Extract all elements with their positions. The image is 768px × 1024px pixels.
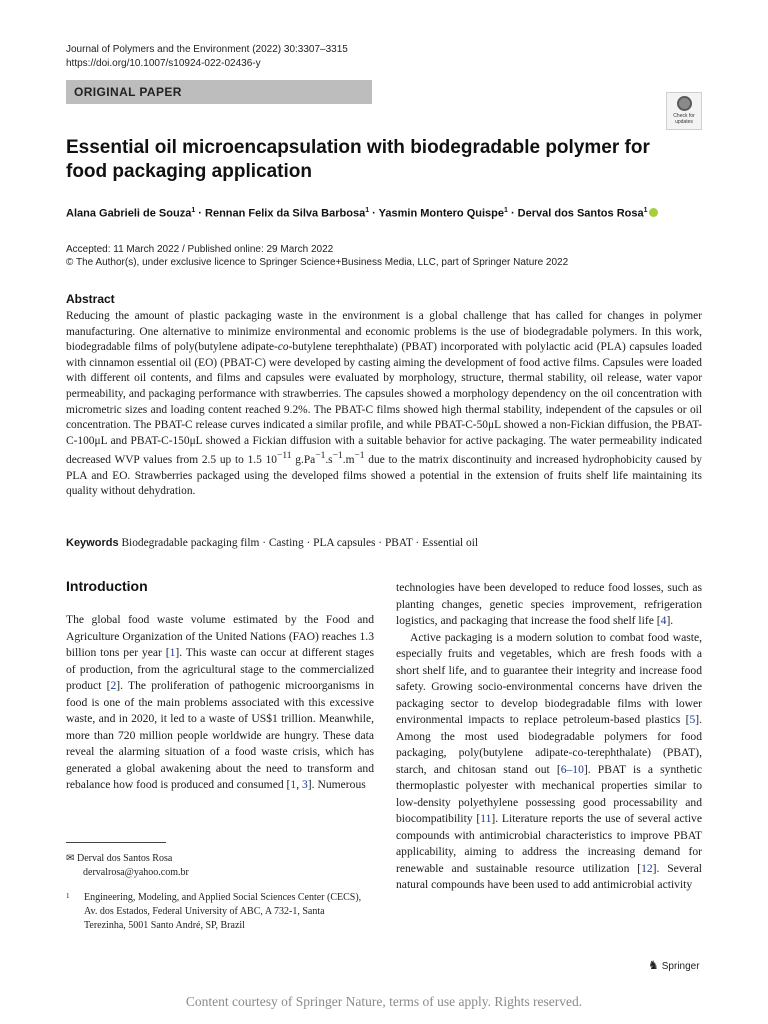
- publisher-name: Springer: [661, 961, 700, 972]
- copyright-line: © The Author(s), under exclusive licence to Springer Science+Business Media, LLC, part of Springer Nature 2022: [66, 257, 569, 268]
- check-for-updates-badge[interactable]: [666, 92, 702, 130]
- abstract-text: Reducing the amount of plastic packaging waste in the environment is a global challenge that has called for changes in polymer manufacturing. One alternative to minimize environmental and economic problems is the use of biodegradable polymers. In this work, biodegradable films of poly(butylene adipate-: [66, 310, 702, 354]
- author-name[interactable]: Derval dos Santos Rosa: [517, 207, 644, 220]
- springer-horse-icon: ♞: [648, 958, 659, 972]
- abstract-superscript: −1: [315, 451, 326, 462]
- affiliation-number: 1: [66, 892, 70, 900]
- abstract-heading: Abstract: [66, 292, 115, 306]
- abstract-body: [66, 309, 702, 500]
- abstract-text: g.Pa: [291, 454, 316, 467]
- abstract-text: .m: [342, 454, 355, 467]
- author-affiliation: 1: [365, 207, 370, 214]
- intro-paragraph: The global food waste volume estimated by the Food and Agriculture Organization of the United Nations (FAO) reaches 1.3 billion tons per year [1]. This waste can occur at different stages of production, from the agricultural stage to the commercialized product [2]. The proliferation of pathogenic microorganisms in food is one of the main problems associated with this excessive waste, and in 2020, it led to a waste of US$1 trillion. Meanwhile, more than 720 million people worldwide are hungry. These data reveal the alarming situation of a food waste crisis, which has generated a global awakening about the need to transform and rebalance how food is produced and consumed [1, 3]. Numerous: [66, 613, 374, 791]
- citation-link[interactable]: 6–10: [560, 762, 584, 776]
- orcid-icon[interactable]: [649, 208, 658, 217]
- keywords-label: Keywords: [66, 537, 119, 549]
- author-list: Alana Gabrieli de Souza$^1$ · Rennan Felix da Silva Barbosa$^1$ · Yasmin Montero Quispe$^1$ · Derval dos Santos Rosa$^1$: [66, 203, 716, 222]
- contact-name: Derval dos Santos Rosa: [77, 853, 173, 864]
- journal-header: [66, 43, 348, 71]
- citation-link[interactable]: 4: [660, 614, 667, 627]
- section-label: ORIGINAL PAPER: [66, 80, 372, 104]
- abstract-superscript: −11: [277, 451, 292, 462]
- author-name[interactable]: Yasmin Montero Quispe: [378, 207, 504, 220]
- keywords-text: Biodegradable packaging film · Casting · PLA capsules · PBAT · Essential oil: [121, 537, 479, 549]
- abstract-superscript: −1: [354, 451, 365, 462]
- author-name[interactable]: Rennan Felix da Silva Barbosa: [205, 207, 366, 220]
- courtesy-footer: Content courtesy of Springer Nature, terms of use apply. Rights reserved.: [185, 994, 583, 1009]
- check-for-updates-icon: [677, 96, 692, 111]
- abstract-text: due to the matrix discontinuity and increased hydrophobicity caused by PLA and EO. Strawberries packaged using the developed films showed a potential in the extension of fruits shelf life maintaining its quality without dehydration.: [66, 454, 702, 498]
- affiliation-text: Engineering, Modeling, and Applied Social Sciences Center (CECS), Av. dos Estados, Federal University of ABC, A 732-1, Santa Terezinha, 5001 Santo André, SP, Brazil: [84, 892, 362, 931]
- corresponding-author: [66, 852, 189, 880]
- citation-link[interactable]: 11: [480, 812, 492, 825]
- citation-link[interactable]: 1: [169, 646, 176, 659]
- affiliation-footnote: [66, 891, 366, 933]
- citation-link[interactable]: 12: [641, 861, 653, 875]
- citation-link[interactable]: 3: [302, 778, 308, 791]
- citation-link[interactable]: 2: [110, 679, 117, 692]
- publication-dates: [66, 243, 568, 269]
- author-name[interactable]: Alana Gabrieli de Souza: [66, 207, 192, 220]
- accepted-published: Accepted: 11 March 2022 / Published online: 29 March 2022: [66, 244, 334, 255]
- paper-title: Essential oil microencapsulation with biodegradable polymer for food packaging application: [66, 137, 650, 182]
- footnote-divider: [66, 842, 166, 843]
- intro-left-column: [66, 612, 374, 794]
- doi-link[interactable]: https://doi.org/10.1007/s10924-022-02436-y: [66, 58, 261, 69]
- author-affiliation: 1: [191, 207, 196, 214]
- intro-paragraph: technologies have been developed to reduce food losses, such as planting changes, genetic species improvement, refrigeration logistics, and packaging that increase the food shelf life [4].: [396, 581, 702, 627]
- citation-link[interactable]: 1: [290, 778, 297, 791]
- intro-right-column: [396, 580, 702, 894]
- citation-link[interactable]: 5: [689, 713, 696, 726]
- envelope-icon: ✉: [66, 853, 75, 864]
- introduction-heading: Introduction: [66, 578, 148, 594]
- publisher-logo: [648, 958, 700, 972]
- abstract-superscript: −1: [332, 451, 343, 462]
- author-affiliation: 1: [643, 207, 648, 214]
- abstract-text: .s: [325, 454, 333, 467]
- abstract-italic: co: [277, 341, 289, 354]
- journal-citation: Journal of Polymers and the Environment (2022) 30:3307–3315: [66, 44, 348, 55]
- intro-paragraph: Active packaging is a modern solution to combat food waste, especially fruits and vegetables, which are fresh foods with a short shelf life, and to guarantee their integrity and increase food safety. Growing socio-environmental concerns have driven the packaging sector to develop biodegradable films with lower environmental impacts to replace petroleum-based plastics [5]. Among the most used biodegradable polymers for food packaging, poly(butylene adipate-co-terephthalate) (PBAT), starch, and chitosan stand out [6–10]. PBAT is a synthetic thermoplastic polyester with mechanical properties similar to low-density polyethylene possessing good processability and biocompatibility [11]. Literature reports the use of several active compounds with antimicrobial characteristics to improve PBAT applicability, aiming to address the increasing demand for renewable and sustainable resource utilization [12]. Several natural compounds have been used to add antimicrobial activity: [396, 630, 702, 891]
- abstract-text: -butylene terephthalate) (PBAT) incorporated with polylactic acid (PLA) capsules loaded with cinnamon essential oil (EO) (PBAT-C) were developed by casting aiming the development of food active films. Capsules were loaded with different oil contents, and films and capsules were evaluated by morphology, structure, thermal stability, oil release, water vapor permeability, and packaging performance with strawberries. The capsules showed a morphology dependency on the oil concentration with micrometric sizes and loading content reached 9.2%. The PBAT-C films showed high thermal stability, independent of the capsules or oil concentration. The PBAT-C release curves indicated a similar profile, and while PBAT-C-50μL showed a non-Fickian diffusion, the PBAT-C-100μL and PBAT-C-150μL showed a Fickian diffusion with a suitable behavior for active packaging. The water permeability indicated decreased WVP values from 2.5 up to 1.5 10: [66, 341, 702, 467]
- keywords: [66, 536, 702, 551]
- contact-email[interactable]: dervalrosa@yahoo.com.br: [83, 867, 189, 878]
- check-line1: Check for: [673, 113, 695, 119]
- author-affiliation: 1: [503, 207, 508, 214]
- check-line2: updates: [675, 118, 693, 125]
